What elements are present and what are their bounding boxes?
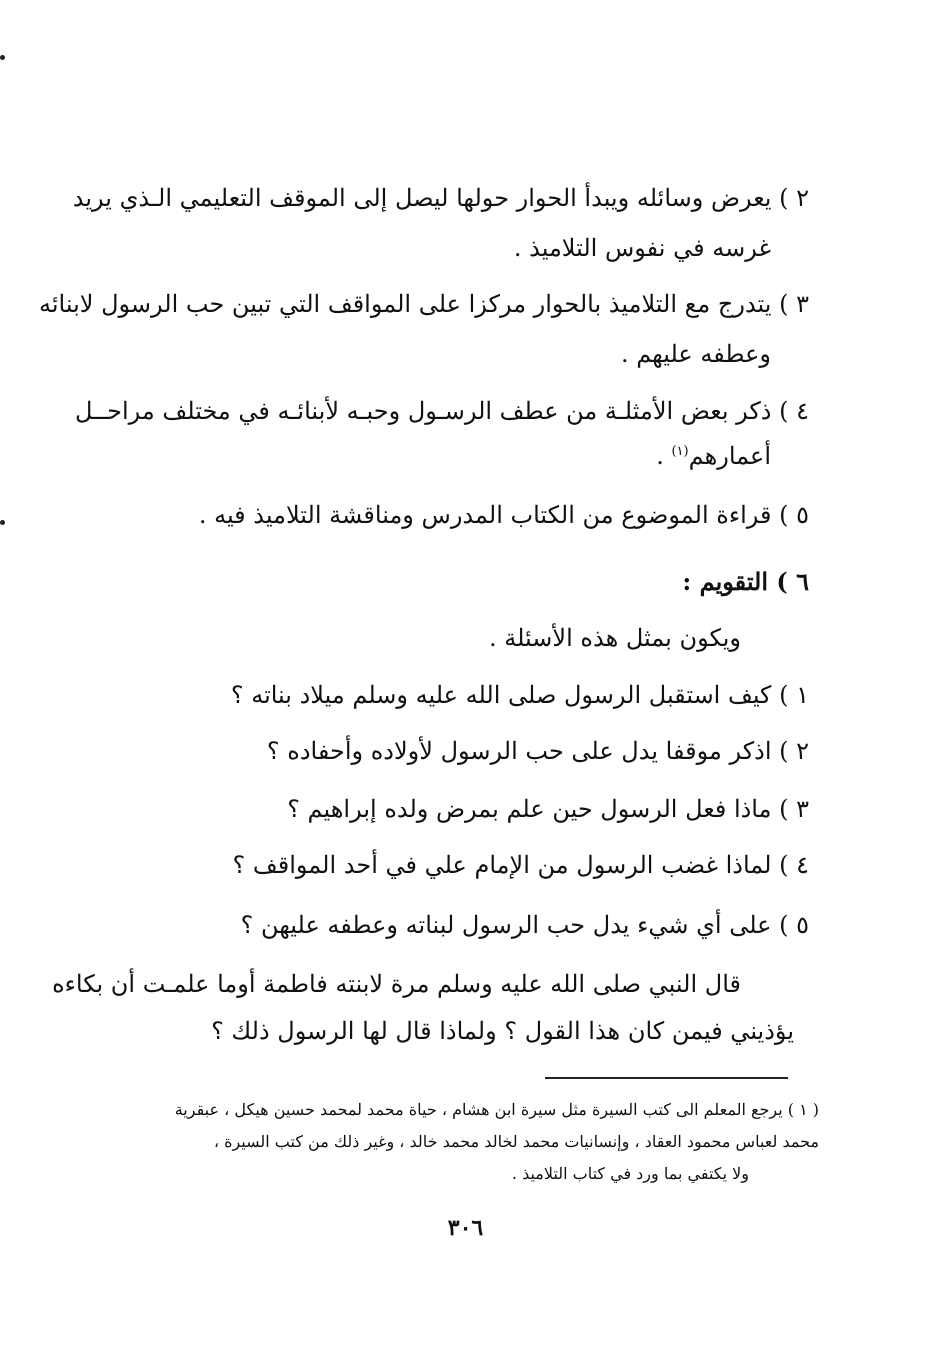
item-4-line-2 xyxy=(656,440,771,472)
page-number: ٣٠٦ xyxy=(447,1215,484,1241)
item-5: ٥ ) قراءة الموضوع من الكتاب المدرس ومناقشة التلاميذ فيه . xyxy=(198,501,809,529)
question-5: ٥ ) على أي شيء يدل حب الرسول لبناته وعطفه عليهن ؟ xyxy=(240,911,809,939)
question-3: ٣ ) ماذا فعل الرسول حين علم بمرض ولده إبراهيم ؟ xyxy=(287,795,809,823)
item-2-line-1: ٢ ) يعرض وسائله ويبدأ الحوار حولها ليصل إلى الموقف التعليمي الـذي يريد xyxy=(72,184,809,212)
item-6-heading: ٦ ) التقويم : xyxy=(682,567,809,596)
footnote-separator xyxy=(545,1077,788,1079)
evaluation-intro: ويكون بمثل هذه الأسئلة . xyxy=(488,624,741,652)
item-2-line-2: غرسه في نفوس التلاميذ . xyxy=(513,234,771,262)
item-4-line-1: ٤ ) ذكر بعض الأمثلـة من عطف الرسـول وحبـه لأبنائـه في مختلف مراحــل xyxy=(74,397,809,425)
question-2: ٢ ) اذكر موقفا يدل على حب الرسول لأولاده وأحفاده ؟ xyxy=(266,737,809,765)
footnote-line-1: ( ١ ) يرجع المعلم الى كتب السيرة مثل سيرة ابن هشام ، حياة محمد لمحمد حسين هيكل ، عبقرية xyxy=(174,1100,819,1119)
margin-dot xyxy=(0,520,5,525)
question-4: ٤ ) لماذا غضب الرسول من الإمام علي في أحد المواقف ؟ xyxy=(232,851,809,879)
item-4-line-2-text: أعمارهم xyxy=(688,442,771,470)
final-paragraph-line-2: يؤذيني فيمن كان هذا القول ؟ ولماذا قال لها الرسول ذلك ؟ xyxy=(211,1017,794,1045)
final-paragraph-line-1: قال النبي صلى الله عليه وسلم مرة لابنته فاطمة أوما علمـت أن بكاءه xyxy=(52,970,741,998)
margin-dot xyxy=(0,55,5,60)
footnote-line-2: محمد لعباس محمود العقاد ، وإنسانيات محمد لخالد محمد خالد ، وغير ذلك من كتب السيرة ، xyxy=(213,1132,819,1151)
item-3-line-1: ٣ ) يتدرج مع التلاميذ بالحوار مركزا على المواقف التي تبين حب الرسول لابنائه xyxy=(39,290,809,318)
item-3-line-2: وعطفه عليهم . xyxy=(620,340,771,368)
item-4-line-2-end: . xyxy=(656,442,672,470)
footnote-reference: (١) xyxy=(671,444,689,459)
footnote-line-3: ولا يكتفي بما ورد في كتاب التلاميذ . xyxy=(511,1164,749,1183)
question-1: ١ ) كيف استقبل الرسول صلى الله عليه وسلم ميلاد بناته ؟ xyxy=(230,681,809,709)
